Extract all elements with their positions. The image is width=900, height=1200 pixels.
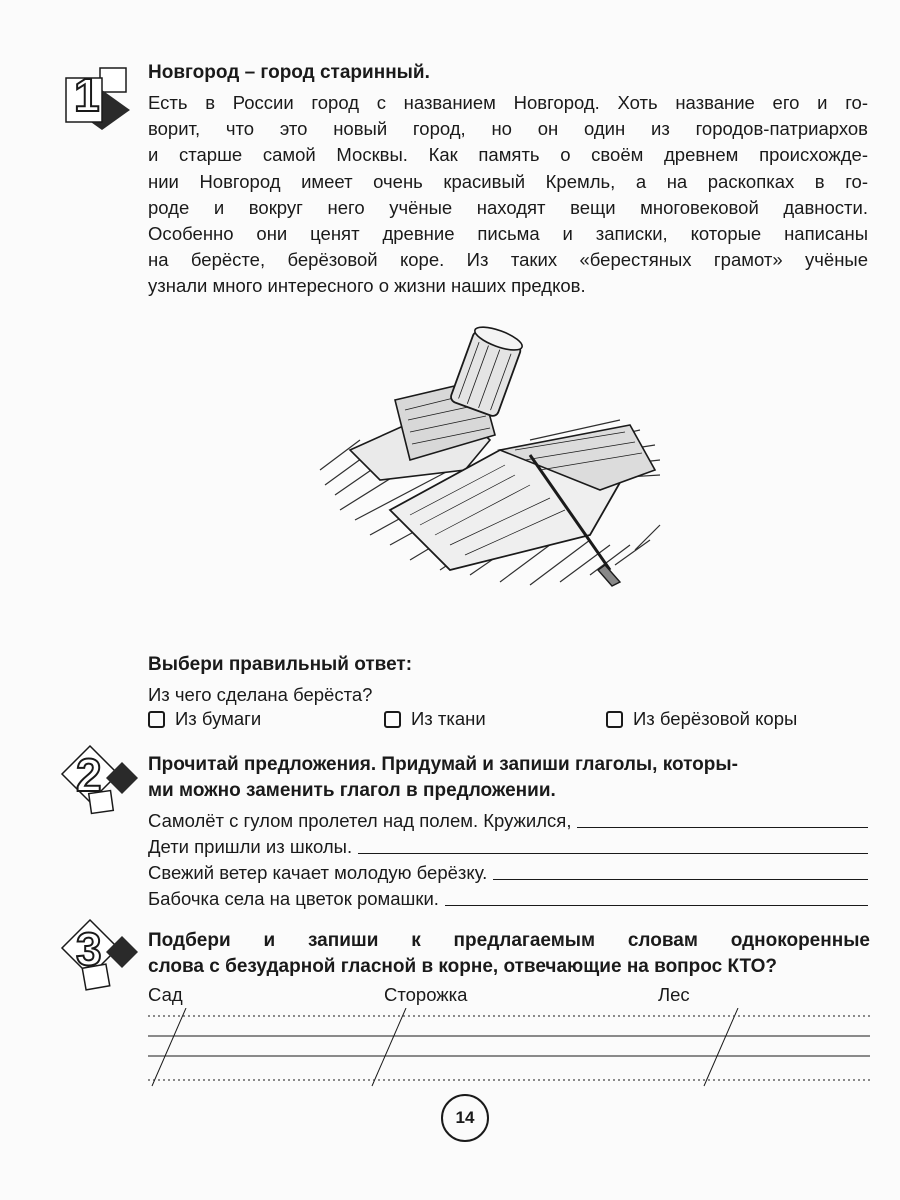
option-paper[interactable] — [148, 708, 261, 730]
option-label: Из бумаги — [175, 708, 262, 729]
option-label: Из ткани — [411, 708, 486, 729]
word-sad: Сад — [148, 984, 183, 1005]
task-number: 1 — [74, 69, 100, 121]
answer-line[interactable] — [445, 904, 868, 906]
paragraph-line: Особенно они ценят древние письма и записки, которые написаны — [148, 223, 868, 245]
title-line: ми можно заменить глагол в предложении. — [148, 780, 556, 801]
novgorod-text — [148, 90, 868, 300]
task-3-badge — [60, 916, 140, 996]
sentence-text: Бабочка села на цветок ромашки. — [148, 888, 439, 909]
paragraph-line: узнали много интересного о жизни наших предков. — [148, 275, 586, 297]
word-les: Лес — [658, 984, 690, 1005]
paragraph-line: Есть в России город с названием Новгород. Хоть название его и го- — [148, 92, 868, 113]
sentence-text: Дети пришли из школы. — [148, 836, 353, 857]
sentence-row — [148, 834, 868, 858]
quiz-title: Выбери правильный ответ: — [148, 654, 413, 675]
title-line: слова с безударной гласной в корне, отвечающие на вопрос КТО? — [148, 956, 778, 977]
sentence-text: Свежий ветер качает молодую берёзку. — [148, 862, 488, 883]
handwriting-lines[interactable] — [148, 1008, 870, 1090]
task-number: 2 — [76, 749, 102, 801]
task-2-badge — [60, 740, 140, 820]
checkbox-icon[interactable] — [148, 711, 165, 728]
task-badge-icon — [60, 62, 140, 142]
task-1-badge — [60, 62, 140, 142]
paragraph-line: роде и вокруг него учёные находят вещи многовековой давности. — [148, 196, 868, 218]
answer-line[interactable] — [493, 878, 868, 880]
option-label: Из берёзовой коры — [633, 708, 798, 729]
birch-bark-illustration — [300, 320, 680, 600]
section-2-title — [148, 752, 870, 804]
answer-line[interactable] — [358, 852, 868, 854]
checkbox-icon[interactable] — [606, 711, 623, 728]
word-storozhka: Сторожка — [384, 984, 468, 1005]
option-cloth[interactable] — [384, 708, 486, 730]
sentence-row — [148, 808, 868, 832]
sentence-row — [148, 886, 868, 910]
page-number: 14 — [441, 1094, 489, 1142]
title-line: Прочитай предложения. Придумай и запиши глаголы, которы- — [148, 754, 738, 775]
answer-line[interactable] — [577, 826, 868, 828]
sentence-text: Самолёт с гулом пролетел над полем. Кружился, — [148, 810, 572, 831]
paragraph-line: и старше самой Москвы. Как память о своём древнем происхожде- — [148, 144, 868, 166]
task-number: 3 — [76, 923, 102, 975]
option-birch-bark[interactable] — [606, 708, 797, 730]
paragraph-line: ворит, что это новый город, но он один из городов-патриархов — [148, 118, 868, 140]
title-line: Подбери и запиши к предлагаемым словам однокоренные — [148, 930, 870, 951]
paragraph-line: на берёсте, берёзовой коре. Из таких «берестяных грамот» учёные — [148, 249, 868, 271]
section-1-title: Новгород – город старинный. — [148, 62, 430, 83]
section-3-title — [148, 928, 870, 980]
sentence-row — [148, 860, 868, 884]
paragraph-line: нии Новгород имеет очень красивый Кремль, а на раскопках в го- — [148, 170, 868, 192]
quiz-question: Из чего сделана берёста? — [148, 684, 373, 705]
checkbox-icon[interactable] — [384, 711, 401, 728]
